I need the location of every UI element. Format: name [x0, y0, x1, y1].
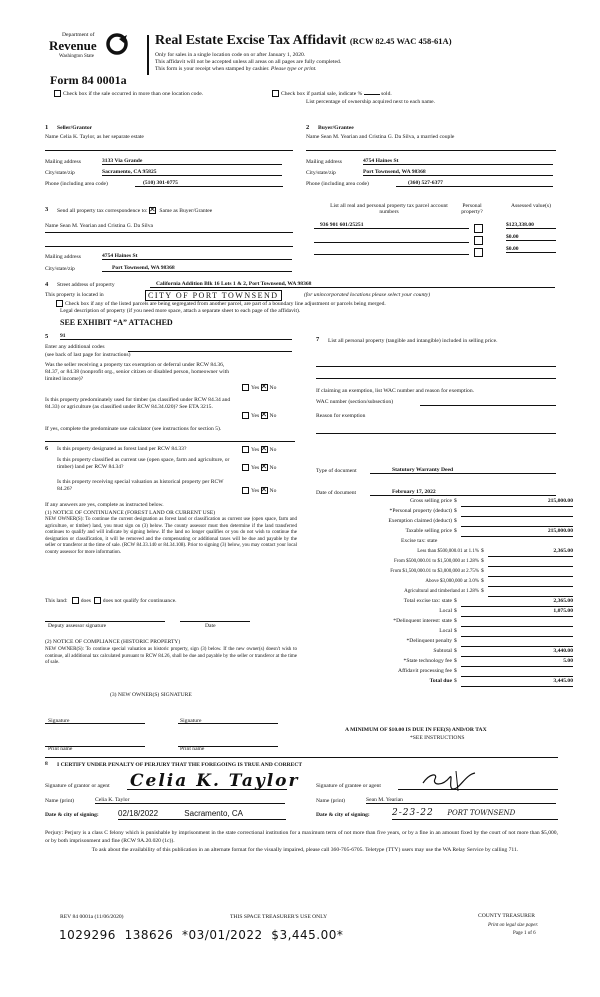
partial-sale-checkbox[interactable] [272, 90, 279, 97]
buyer-city-value: Port Townsend, WA 98368 [363, 169, 553, 176]
parcel-row [306, 246, 556, 258]
section3-mailing-value: 4754 Haines St [102, 253, 292, 260]
dept-line3: Washington State [59, 54, 95, 59]
header-note2: This affidavit will not be accepted unless all areas on all pages are fully completed. [155, 59, 342, 65]
s6q2-no-label: No [269, 464, 277, 471]
tax-row-value[interactable] [461, 518, 573, 527]
street-label: Street address of property [57, 282, 115, 288]
s6q3-yes-label: Yes [251, 487, 260, 494]
tax-row-value[interactable]: 215,000.00 [461, 528, 573, 537]
notice2-title: (2) NOTICE OF COMPLIANCE (HISTORIC PROPERTY) [45, 639, 181, 645]
assessed-value[interactable]: $0.00 [506, 246, 556, 253]
print-legal-note: Print on legal size paper. [488, 923, 539, 928]
parcels-col1-header: List all real and personal property tax parcel account numbers [330, 203, 448, 215]
section5-q1-answer[interactable] [242, 384, 276, 391]
multi-location-check[interactable] [54, 90, 203, 97]
buyer-heading: Buyer/Grantee [318, 125, 354, 131]
new-owner-print-2: Print name [180, 746, 205, 752]
grantee-date-label: Date & city of signing: [316, 812, 370, 818]
legal-description-label: Legal description of property (if you need more space, attach a separate sheet to each page of the affidavit). [60, 308, 301, 314]
same-as-buyer-label: Same as Buyer/Grantee [159, 207, 213, 214]
seller-name-label: Name [45, 134, 59, 140]
tax-row-label: *Personal property (deduct) [389, 508, 452, 514]
form-title-ref: (RCW 82.45 WAC 458-61A) [349, 36, 452, 46]
s6q1-no-checkbox[interactable] [261, 446, 268, 453]
seller-name-row [45, 134, 144, 140]
personal-property-checkbox[interactable] [474, 248, 483, 257]
section5-q1: Was the seller receiving a property tax exemption or deferral under RCW 84.36, 84.37, or 84.38 (nonprofit org., senior citizen or disabled person, homeowner with limited income)? [45, 362, 229, 382]
total-label: Total excise tax: state [403, 598, 452, 604]
exhibit-a: SEE EXHIBIT “A” ATTACHED [60, 318, 173, 327]
form-title-text: Real Estate Excise Tax Affidavit [155, 33, 347, 48]
header-note3 [155, 66, 317, 72]
tax-row: Gross selling price $ 215,000.00 [316, 498, 579, 508]
s6q1-yes-label: Yes [251, 446, 260, 453]
total-row: Local $ 1,075.00 [316, 608, 579, 618]
parcel-row [306, 222, 556, 234]
alternate-format-notice: To ask about the availability of this publication in an alternate format for the visually impaired, please call 360-705-6705. Teletype (TTY) users may use the WA Relay Service by calling 711. [91, 847, 519, 853]
buyer-mailing-value: 4754 Haines St [363, 158, 553, 165]
dept-line2: Revenue [49, 38, 97, 53]
deputy-signature-label: Deputy assessor signature [48, 623, 107, 629]
section6-if-any: If any answers are yes, complete as instructed below. [45, 502, 164, 508]
total-value[interactable]: 2,365.00 [461, 598, 573, 607]
dept-line1: Department of [62, 32, 95, 38]
notice1-title: (1) NOTICE OF CONTINUANCE (FOREST LAND OR CURRENT USE) [45, 510, 216, 516]
segregated-check[interactable] [56, 300, 386, 307]
buyer-name-value: Sean M. Yearian and Cristina G. Da Silva, a married couple [320, 134, 455, 140]
seller-city-value: Sacramento, CA 95825 [102, 169, 282, 176]
total-value[interactable] [461, 628, 573, 637]
bracket-value[interactable] [488, 568, 573, 577]
section3-number: 3 [45, 206, 49, 213]
seller-city-label: City/state/zip [45, 170, 75, 176]
minimum-due-note: A MINIMUM OF $10.00 IS DUE IN FEE(S) AND/OR TAX [345, 727, 487, 733]
total-row: *Delinquent interest: state $ [316, 618, 579, 628]
seller-mailing-label: Mailing address [45, 159, 81, 165]
multi-location-label: Check box if the sale occurred in more than one location code. [63, 90, 204, 97]
located-value[interactable]: CITY OF PORT TOWNSEND [145, 290, 282, 301]
section7-label: List all personal property (tangible and intangible) included in selling price. [328, 338, 498, 344]
q1-no-label: No [269, 384, 277, 391]
total-label: Local [439, 628, 452, 634]
s6q1-no-label: No [269, 446, 277, 453]
bracket-label: Agricultural and timberland at 1.28% [404, 589, 479, 594]
bracket-label: Less than $500,000.01 at 1.1% [417, 549, 479, 554]
s6q1-yes-checkbox[interactable] [242, 446, 249, 453]
perjury-notice: Perjury: Perjury is a class C felony which is punishable by imprisonment in the state correctional institution for a maximum term of not more than five years, or by a fine in an amount fixed by the court of not more than $5,000, or by both imprisonment and fine (RCW 9A.20.020 (1c)). [45, 830, 558, 844]
doc-type-label: Type of document [316, 468, 357, 474]
county-treasurer: COUNTY TREASURER [478, 913, 536, 919]
same-as-buyer-checkbox[interactable] [149, 207, 156, 214]
total-label: *Delinquent penalty [406, 638, 452, 644]
total-value[interactable]: 5.00 [461, 658, 573, 667]
total-row: *Delinquent penalty $ [316, 638, 579, 648]
form-number: Form 84 0001a [50, 73, 127, 87]
section6-q2-answer[interactable] [242, 464, 276, 471]
reason-label: Reason for exemption [316, 413, 366, 419]
q1-no-checkbox[interactable] [261, 384, 268, 391]
s6q3-no-label: No [269, 487, 277, 494]
total-value[interactable] [461, 638, 573, 647]
section6-q1: Is this property designated as forest land per RCW 84.33? [57, 446, 187, 452]
parcels-col3-header: Assessed value(s) [511, 203, 551, 209]
total-row: Affidavit processing fee $ [316, 668, 579, 678]
s6q3-yes-checkbox[interactable] [242, 487, 249, 494]
grantor-date-label: Date & city of signing: [45, 812, 99, 818]
buyer-city-label: City/state/zip [306, 170, 336, 176]
total-label: *Delinquent interest: state [393, 618, 452, 624]
section5-q2-answer[interactable] [242, 412, 276, 419]
s6q2-no-checkbox[interactable] [261, 464, 268, 471]
form-title [155, 33, 452, 49]
parcel-row [306, 234, 556, 246]
buyer-name-label: Name [306, 134, 320, 140]
grantor-sig-label: Signature of grantor or agent [45, 783, 110, 789]
total-row: *State technology fee $ 5.00 [316, 658, 579, 668]
bracket-row: Agricultural and timberland at 1.28% $ [316, 588, 579, 598]
total-row: Local $ [316, 628, 579, 638]
notice1-body: NEW OWNER(S): To continue the current designation as forest land or classification as current use (open space, farm and agriculture, or timber) land, you must sign on (3) below. The county assessor must then determine if the land transferred continues to qualify and will indicate by signing below. If the land no longer qualifies or you do not wish to continue the designation or classification, it will be removed and the compensating or additional taxes will be due and payable by the seller or transferor at the time of sale. (RCW 84.33.140 or 84.34.108). Prior to signing (3) below, you may contact your local county assessor for more information. [45, 517, 297, 555]
seller-name-value: Celia K. Taylor, as her separate estate [59, 134, 144, 140]
total-label: Local [439, 608, 452, 614]
bracket-row: From $1,500,000.01 to $3,000,000 at 2.75% $ [316, 568, 579, 578]
parcel-number[interactable] [314, 246, 469, 255]
header-note1: Only for sales in a single location code on or after January 1, 2020. [155, 52, 306, 58]
new-owner-sig-heading: (3) NEW OWNER(S) SIGNATURE [110, 692, 192, 698]
grantee-sig-label: Signature of grantee or agent [316, 783, 381, 789]
notice2-body: NEW OWNER(S): To continue special valuation as historic property, sign (3) below. If the new owner(s) doesn't wish to continue, all additional tax calculated pursuant to RCW 84.26, shall be due and payable by the seller or transferor at the time of sale. [45, 647, 297, 665]
section6-q2: Is this property classified as current use (open space, farm and agriculture, or timber) land per RCW 84.34? [57, 457, 230, 470]
grantor-date: 02/18/2022 [118, 809, 159, 818]
doc-date-label: Date of document [316, 490, 357, 496]
bracket-label: From $500,000.01 to $1,500,000 at 1.28% [394, 559, 479, 564]
does-qualify-checkbox[interactable] [72, 597, 79, 604]
bracket-value[interactable] [488, 578, 573, 587]
total-row: Total due $ 3,445.00 [316, 678, 579, 688]
grantee-name-value[interactable]: Sean M. Yearian [366, 797, 556, 804]
grantor-name-label: Name (print) [45, 798, 75, 804]
tax-row: Taxable selling price $ 215,000.00 [316, 528, 579, 538]
total-row: Subtotal $ 3,440.00 [316, 648, 579, 658]
tax-row-value[interactable] [461, 508, 573, 517]
this-land-row [45, 597, 177, 604]
grantee-date: 2-23-22 [392, 808, 434, 818]
section2-number: 2 [306, 124, 310, 131]
deputy-date-label: Date [205, 623, 216, 629]
page-number: Page 1 of 6 [513, 931, 536, 936]
does-not-qualify-checkbox[interactable] [94, 597, 101, 604]
exemption-label: If claiming an exemption, list WAC number and reason for exemption. [316, 388, 475, 394]
segregated-label: Check box if any of the listed parcels are being segregated from another parcel, are part of a boundary line adjustment or parcels being merged. [65, 300, 386, 307]
s6q3-no-checkbox[interactable] [261, 487, 268, 494]
section5-q2: Is this property predominately used for timber (as classified under RCW 84.34 and 84.33) or agriculture (as classified under RCW 84.34.020)? See ETA 3215. [45, 397, 231, 410]
doc-type-value[interactable]: Statutory Warranty Deed [370, 467, 556, 474]
grantor-signature: Celia K. Taylor [130, 771, 300, 791]
parcel-number[interactable]: 936 901 601/25251 [314, 222, 469, 229]
section5-code[interactable]: 91 [60, 333, 292, 340]
header-note3-text: This form is your receipt when stamped by cashier. [155, 66, 270, 72]
multi-location-checkbox[interactable] [54, 90, 61, 97]
partial-sale-check[interactable] [272, 90, 392, 97]
section8-number: 8 [45, 761, 48, 767]
q2-yes-label: Yes [251, 412, 260, 419]
section3-mailing-label: Mailing address [45, 254, 81, 260]
q2-no-checkbox[interactable] [261, 412, 268, 419]
total-value[interactable]: 3,440.00 [461, 648, 573, 657]
grantee-name-label: Name (print) [316, 798, 346, 804]
parcel-number[interactable] [314, 234, 469, 243]
cashier-receipt-stamp: 1029296 138626 *03/01/2022 $3,445.00* [59, 928, 344, 942]
bracket-row: Above $3,000,000 at 3.0% $ [316, 578, 579, 588]
total-label: Subtotal [433, 648, 452, 654]
total-value[interactable] [461, 668, 573, 677]
bracket-label: Above $3,000,000 at 3.0% [425, 579, 479, 584]
buyer-mailing-label: Mailing address [306, 159, 342, 165]
buyer-phone-value: (360) 527-6377 [396, 180, 553, 187]
s6q2-yes-checkbox[interactable] [242, 464, 249, 471]
bracket-row: Less than $500,000.01 at 1.1% $ 2,365.00 [316, 548, 579, 558]
section3-row [57, 207, 212, 214]
section6-number: 6 [45, 445, 49, 452]
parcels-col2-header: Personal property? [461, 203, 483, 215]
dor-logo-icon [105, 33, 131, 55]
tax-table [316, 498, 579, 688]
partial-sale-label: Check box if partial sale, indicate % [281, 90, 363, 97]
assessed-value[interactable]: $123,338.00 [506, 222, 556, 229]
bracket-label: From $1,500,000.01 to $3,000,000 at 2.75% [390, 569, 479, 574]
seller-mailing-value: 3133 Via Grande [102, 158, 282, 165]
located-note: (for unincorporated locations please select your county) [304, 292, 431, 298]
section3-name-label: Name [45, 223, 59, 229]
personal-property-checkbox[interactable] [474, 224, 483, 233]
located-label: This property is located in [45, 292, 104, 298]
sold-label: sold. [381, 90, 392, 97]
segregated-checkbox[interactable] [56, 300, 63, 307]
does-label: does [80, 597, 91, 604]
tax-row-label: Exemption claimed (deduct) [388, 518, 452, 524]
section6-q3: Is this property receiving special valuation as historical property per RCW 84.26? [57, 479, 224, 492]
grantor-city: Sacramento, CA [184, 809, 243, 818]
bracket-value[interactable]: 2,365.00 [488, 548, 573, 557]
section3-name-row [45, 223, 153, 229]
section5-number: 5 [45, 333, 49, 340]
grantee-city: PORT TOWNSEND [447, 809, 516, 817]
section3-label: Send all property tax correspondence to: [57, 207, 148, 214]
total-value[interactable] [461, 618, 573, 627]
total-row: Total excise tax: state $ 2,365.00 [316, 598, 579, 608]
assessed-value[interactable]: $0.00 [506, 234, 556, 241]
total-value[interactable]: 1,075.00 [461, 608, 573, 617]
grantee-date-city[interactable] [392, 808, 558, 820]
certify-statement: I CERTIFY UNDER PENALTY OF PERJURY THAT THE FOREGOING IS TRUE AND CORRECT [57, 762, 303, 768]
total-label: Affidavit processing fee [398, 668, 452, 674]
new-owner-signature-2: Signature [180, 718, 202, 724]
seller-heading: Seller/Grantor [57, 125, 93, 131]
bracket-row: From $500,000.01 to $1,500,000 at 1.28% $ [316, 558, 579, 568]
does-not-label: does not qualify for continuance. [102, 597, 177, 604]
total-label: *State technology fee [403, 658, 452, 664]
personal-property-checkbox[interactable] [474, 236, 483, 245]
q1-yes-label: Yes [251, 384, 260, 391]
excise-state-row [316, 538, 579, 548]
q2-yes-checkbox[interactable] [242, 412, 249, 419]
total-value[interactable]: 3,445.00 [461, 678, 573, 687]
section6-q1-answer[interactable] [242, 446, 276, 453]
q2-no-label: No [269, 412, 277, 419]
tax-row: *Personal property (deduct) $ [316, 508, 579, 518]
tax-row: Exemption claimed (deduct) $ [316, 518, 579, 528]
seller-phone-label: Phone (including area code) [45, 181, 108, 187]
section4-number: 4 [45, 281, 49, 288]
grantee-signature [420, 769, 490, 791]
q1-yes-checkbox[interactable] [242, 384, 249, 391]
section1-number: 1 [45, 124, 49, 131]
new-owner-print-1: Print name [48, 746, 73, 752]
header-note3-print: Please type or print. [270, 66, 317, 72]
parcels-table [306, 222, 556, 258]
buyer-name-row [306, 134, 454, 140]
seller-phone-value: (510) 301-0775 [135, 180, 283, 187]
excise-state-label: Excise tax: state [401, 538, 438, 544]
street-value: California Addition Blk 16 Lots 1 & 2, Port Townsend, WA 98368 [150, 281, 555, 288]
section3-name-value: Sean M. Yearian and Cristina G. Da Silva [59, 223, 153, 229]
section7-number: 7 [316, 336, 320, 343]
header-divider [147, 35, 149, 75]
section3-city-label: City/state/zip [45, 266, 75, 272]
buyer-phone-label: Phone (including area code) [306, 181, 369, 187]
total-label: Total due [429, 678, 452, 684]
see-instructions-note: *SEE INSTRUCTIONS [410, 735, 465, 741]
bracket-value[interactable] [488, 558, 573, 567]
rev-number: REV 84 0001a (11/06/2020) [60, 914, 124, 920]
tax-row-value[interactable]: 215,000.00 [461, 498, 573, 507]
see-back-label: (see back of last page for instructions) [45, 352, 131, 358]
wac-label: WAC number (section/subsection) [316, 399, 394, 405]
grantor-date-city[interactable] [118, 809, 286, 820]
this-land-label: This land: [45, 597, 68, 604]
list-percentage-note: List percentage of ownership acquired next to each name. [306, 99, 436, 105]
tax-row-label: Taxable selling price [405, 528, 452, 534]
bracket-value[interactable] [488, 588, 573, 597]
section5-q2b: If yes, complete the predominate use calculator (see instructions for section 5). [45, 426, 222, 432]
doc-date-value[interactable]: February 17, 2022 [370, 489, 556, 496]
additional-codes-label: Enter any additional codes [45, 344, 105, 350]
tax-row-label: Gross selling price [410, 498, 452, 504]
section6-q3-answer[interactable] [242, 487, 276, 494]
grantor-name-value[interactable]: Celia K. Taylor [95, 797, 285, 804]
treasurer-use-only: THIS SPACE TREASURER'S USE ONLY [230, 914, 328, 920]
section3-city-value: Port Townsend, WA 98368 [102, 265, 292, 272]
dor-logo [47, 32, 147, 70]
new-owner-signature-1: Signature [48, 718, 70, 724]
s6q2-yes-label: Yes [251, 464, 260, 471]
